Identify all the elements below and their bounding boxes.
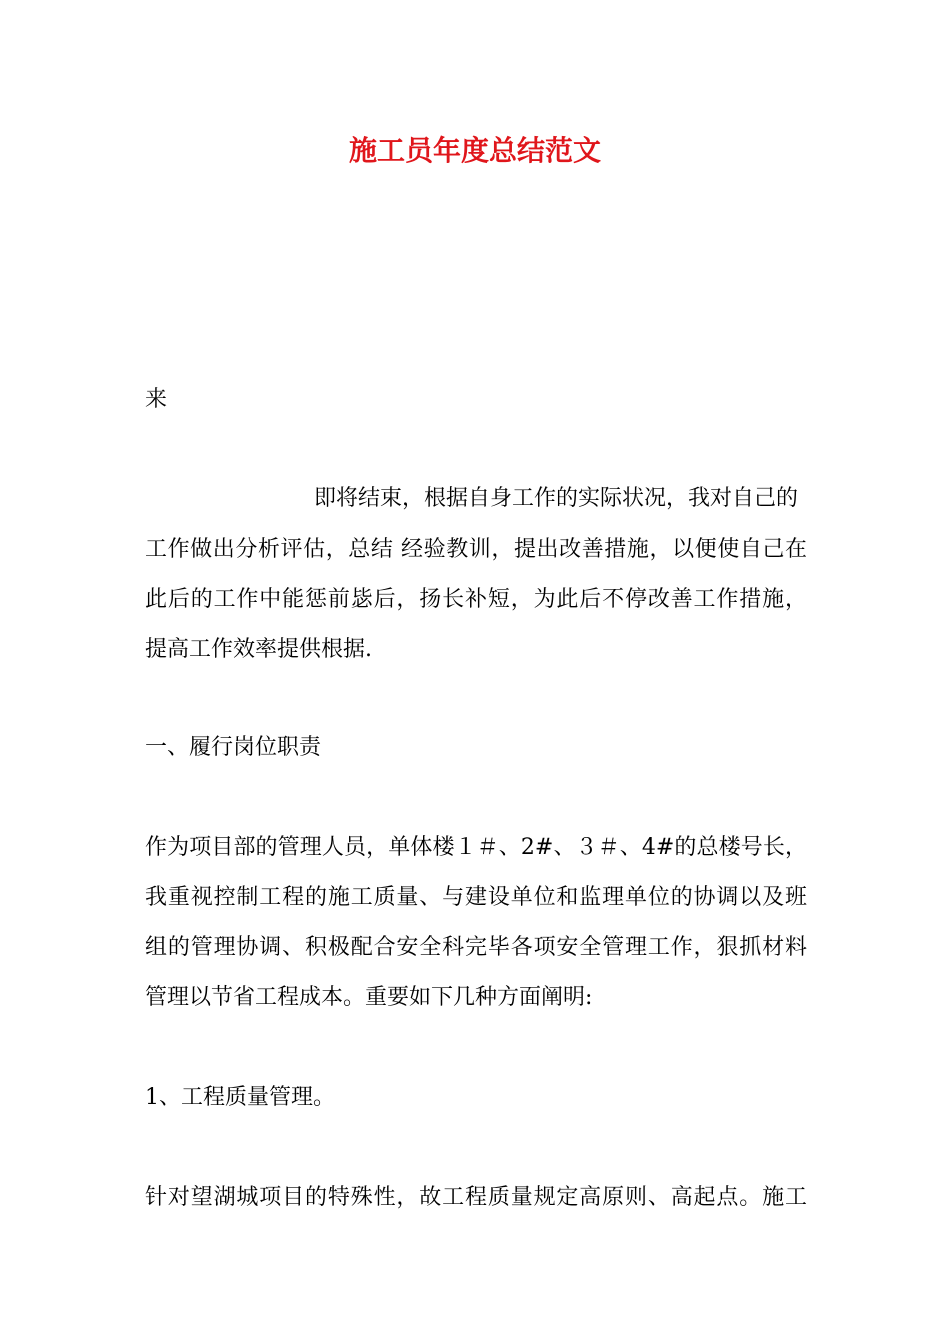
- intro-line-4: 提高工作效率提供根据.: [145, 637, 372, 662]
- section1-line-3: 组的管理协调、积极配合安全科完毕各项安全管理工作，狠抓材料: [145, 935, 807, 960]
- intro-line-3: 此后的工作中能惩前毖后，扬长补短，为此后不停改善工作措施，: [145, 587, 807, 612]
- opening-word: 来: [145, 387, 168, 412]
- intro-line-1: 即将结束，根据自身工作的实际状况，我对自己的: [314, 486, 799, 511]
- document-title: 施工员年度总结范文: [348, 134, 601, 167]
- subsection-heading-1: 1、工程质量管理。: [145, 1085, 335, 1110]
- section1-line-1: 作为项目部的管理人员，单体楼１＃、2#、３＃、4#的总楼号长，: [145, 835, 807, 860]
- section1-line-4: 管理以节省工程成本。重要如下几种方面阐明:: [145, 985, 593, 1010]
- subsection1-line-1: 针对望湖城项目的特殊性，故工程质量规定高原则、高起点。施工: [145, 1185, 807, 1210]
- section-heading-1: 一、履行岗位职责: [145, 735, 322, 760]
- intro-line-2: 工作做出分析评估，总结 经验教训，提出改善措施，以便使自己在: [145, 537, 807, 562]
- section1-line-2: 我重视控制工程的施工质量、与建设单位和监理单位的协调以及班: [145, 885, 807, 910]
